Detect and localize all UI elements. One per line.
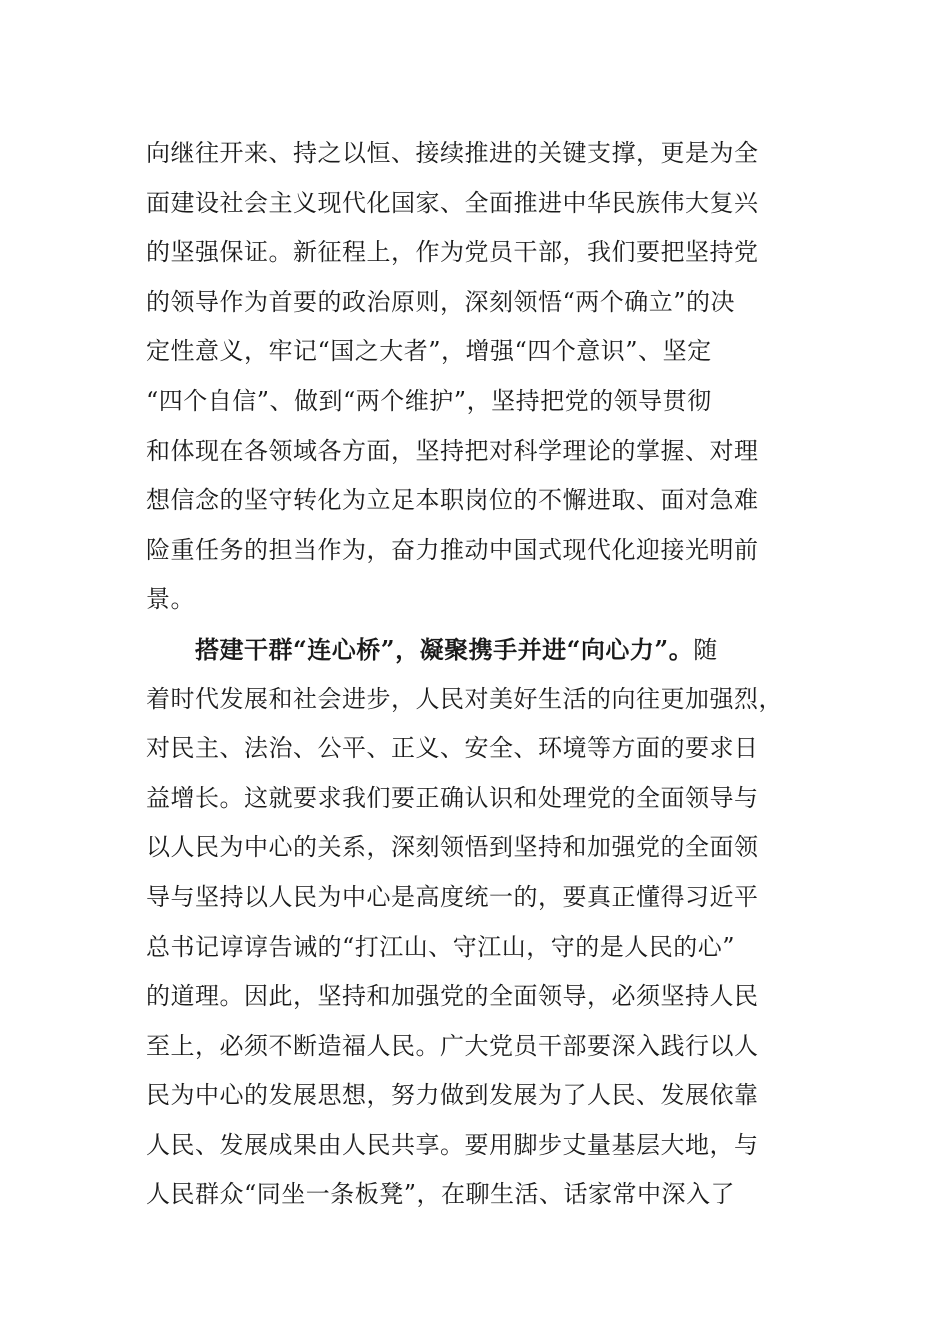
text-line: 对民主、法治、公平、正义、安全、环境等方面的要求日 <box>146 734 759 763</box>
text-line: 面建设社会主义现代化国家、全面推进中华民族伟大复兴 <box>146 188 759 217</box>
text-line: 导与坚持以人民为中心是高度统一的，要真正懂得习近平 <box>146 882 759 911</box>
text-line: 的领导作为首要的政治原则，深刻领悟“两个确立”的决 <box>146 287 736 316</box>
text-fragment: 随 <box>693 635 718 664</box>
text-line: 的道理。因此，坚持和加强党的全面领导，必须坚持人民 <box>146 982 759 1011</box>
text-line: 险重任务的担当作为，奋力推动中国式现代化迎接光明前 <box>146 535 759 564</box>
text-line: 景。 <box>146 585 195 614</box>
text-line: “四个自信”、做到“两个维护”，坚持把党的领导贯彻 <box>146 386 712 415</box>
paragraph-2-first-line <box>146 625 806 675</box>
text-line: 想信念的坚守转化为立足本职岗位的不懈进取、面对急难 <box>146 486 759 515</box>
text-line: 民为中心的发展思想，努力做到发展为了人民、发展依靠 <box>146 1081 759 1110</box>
text-line: 定性意义，牢记“国之大者”，增强“四个意识”、坚定 <box>146 337 712 366</box>
text-line: 的坚强保证。新征程上，作为党员干部，我们要把坚持党 <box>146 238 759 267</box>
text-line: 着时代发展和社会进步，人民对美好生活的向往更加强烈， <box>146 684 783 713</box>
text-line: 以人民为中心的关系，深刻领悟到坚持和加强党的全面领 <box>146 833 759 862</box>
text-line: 总书记谆谆告诫的“打江山、守江山，守的是人民的心” <box>146 932 736 961</box>
paragraph-2 <box>146 625 806 1220</box>
document-body <box>146 129 806 1220</box>
paragraph-1 <box>146 129 806 625</box>
text-line: 人民、发展成果由人民共享。要用脚步丈量基层大地，与 <box>146 1130 759 1159</box>
text-line: 至上，必须不断造福人民。广大党员干部要深入践行以人 <box>146 1031 759 1060</box>
text-line: 人民群众“同坐一条板凳”，在聊生活、话家常中深入了 <box>146 1180 736 1209</box>
text-line: 向继往开来、持之以恒、接续推进的关键支撑，更是为全 <box>146 139 759 167</box>
text-line: 益增长。这就要求我们要正确认识和处理党的全面领导与 <box>146 783 759 812</box>
paragraph-heading: 搭建干群“连心桥”，凝聚携手并进“向心力”。 <box>195 634 694 664</box>
text-line: 和体现在各领域各方面，坚持把对科学理论的掌握、对理 <box>146 436 759 465</box>
